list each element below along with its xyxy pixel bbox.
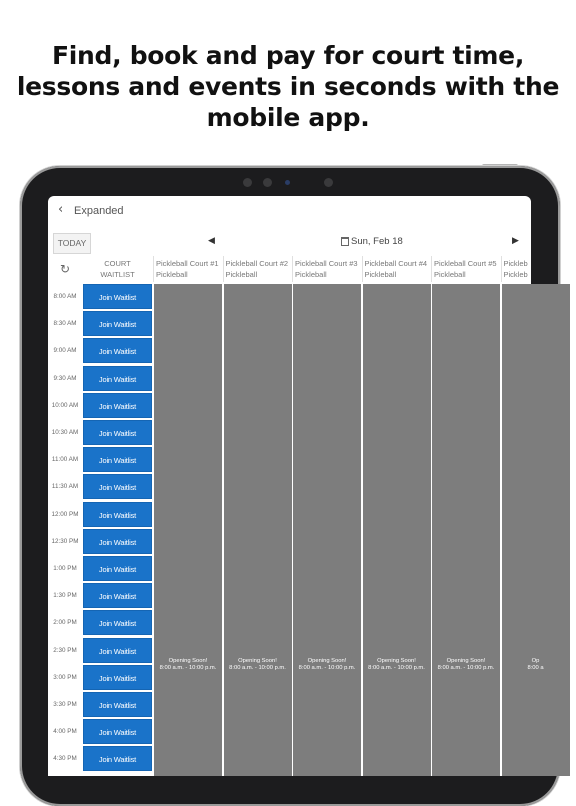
headline-line-3: mobile app. [206,103,370,132]
time-label: 12:00 PM [51,510,79,518]
headline-line-1: Find, book and pay for court time, [51,41,525,70]
time-label: 3:30 PM [53,701,77,708]
court-type: Pickleball [434,270,466,279]
court-name: Pickleball Court #2 [225,259,289,268]
court-note-status: Opening Soon! [168,658,208,664]
camera-dot [263,178,272,187]
join-waitlist-button[interactable]: Join Waitlist [83,420,152,445]
join-waitlist-button[interactable]: Join Waitlist [83,692,152,717]
court-column[interactable] [502,284,570,776]
join-waitlist-button[interactable]: Join Waitlist [83,338,152,363]
join-waitlist-button[interactable]: Join Waitlist [83,447,152,472]
court-type: Pickleball [225,270,258,279]
court-availability-note [502,658,570,672]
court-type: Pickleball [295,270,327,279]
join-waitlist-button[interactable]: Join Waitlist [83,529,152,554]
today-button[interactable]: TODAY [53,233,91,254]
camera-dot [243,178,252,187]
join-waitlist-button[interactable]: Join Waitlist [83,556,152,581]
join-waitlist-button[interactable]: Join Waitlist [83,638,152,663]
join-waitlist-button[interactable]: Join Waitlist [83,366,152,391]
court-note-status: Op [531,658,540,664]
court-type: Pickleb [503,270,528,279]
court-note-hours: 8:00 a.m. - 10:00 p.m. [229,665,286,671]
time-label: 1:30 PM [53,592,77,600]
time-label: 8:30 AM [53,320,77,328]
court-header [501,256,570,282]
time-label: 11:30 AM [51,483,79,491]
court-note-status: Opening Soon! [377,658,416,664]
join-waitlist-button[interactable]: Join Waitlist [83,474,152,499]
court-header [292,256,361,282]
court-note-hours: 8:00 a.m. - 10:00 p.m. [368,665,425,671]
court-note-hours: 8:00 a.m. - 10:00 p.m. [159,665,217,671]
schedule-grid [48,256,544,776]
app-screen [48,196,544,776]
court-header [223,256,292,282]
date-label[interactable]: Sun, Feb 18 [351,236,403,247]
headline-line-2: lessons and events in seconds with the [16,72,560,101]
court-availability-note [154,658,222,672]
court-name: Pickleball Court #1 [156,259,219,268]
join-waitlist-button[interactable]: Join Waitlist [83,311,152,336]
court-availability-note [293,658,361,672]
court-availability-note [224,658,292,672]
court-name: Pickleball Court #4 [364,259,428,268]
top-bar [48,196,531,228]
join-waitlist-button[interactable]: Join Waitlist [83,284,152,309]
court-note-hours: 8:00 a [527,665,544,671]
waitlist-header-line-2: WAITLIST [100,270,135,279]
time-label: 4:00 PM [53,728,77,736]
court-availability-note [432,658,500,672]
time-label: 10:00 AM [51,401,79,409]
court-note-status: Opening Soon! [307,658,347,664]
court-name: Pickleball Court #3 [295,259,358,268]
date-bar [48,232,531,254]
marketing-headline [0,40,576,133]
join-waitlist-button[interactable]: Join Waitlist [83,502,152,527]
time-label: 9:30 AM [53,374,77,382]
court-column[interactable] [224,284,292,776]
court-type: Pickleball [156,270,188,279]
waitlist-header [83,256,152,282]
join-waitlist-button[interactable]: Join Waitlist [83,393,152,418]
court-type: Pickleball [364,270,397,279]
time-label: 8:00 AM [53,293,77,300]
court-header [362,256,431,282]
join-waitlist-button[interactable]: Join Waitlist [83,665,152,690]
court-name: Pickleb [503,259,528,268]
join-waitlist-button[interactable]: Join Waitlist [83,719,152,744]
time-label: 11:00 AM [51,456,79,464]
back-label[interactable]: Expanded [74,205,124,217]
court-column[interactable] [363,284,431,776]
camera-lens [285,180,290,185]
join-waitlist-button[interactable]: Join Waitlist [83,746,152,771]
court-note-hours: 8:00 a.m. - 10:00 p.m. [298,665,356,671]
court-column[interactable] [154,284,222,776]
time-label: 9:00 AM [53,347,77,355]
camera-dot [324,178,333,187]
time-label: 2:30 PM [53,646,77,654]
court-column[interactable] [432,284,500,776]
time-label: 4:30 PM [53,755,77,763]
time-label: 12:30 PM [51,537,79,545]
time-label: 2:00 PM [53,619,77,627]
calendar-icon [341,237,349,246]
court-header [431,256,500,282]
join-waitlist-button[interactable]: Join Waitlist [83,610,152,635]
triangle-right-icon[interactable]: ▶ [512,236,519,246]
triangle-left-icon[interactable]: ◀ [208,236,215,246]
court-name: Pickleball Court #5 [434,259,497,268]
join-waitlist-button[interactable]: Join Waitlist [83,583,152,608]
time-label: 1:00 PM [53,565,77,572]
court-header [153,256,222,282]
waitlist-header-line-1: COURT [104,259,131,268]
court-column[interactable] [293,284,361,776]
time-label: 10:30 AM [51,429,79,436]
court-note-status: Opening Soon! [446,658,486,664]
court-note-hours: 8:00 a.m. - 10:00 p.m. [437,665,495,671]
court-availability-note [363,658,431,672]
court-note-status: Opening Soon! [238,658,277,664]
chevron-left-icon[interactable]: ‹ [58,202,64,217]
refresh-icon[interactable]: ↻ [59,262,71,276]
time-label: 3:00 PM [53,673,77,681]
